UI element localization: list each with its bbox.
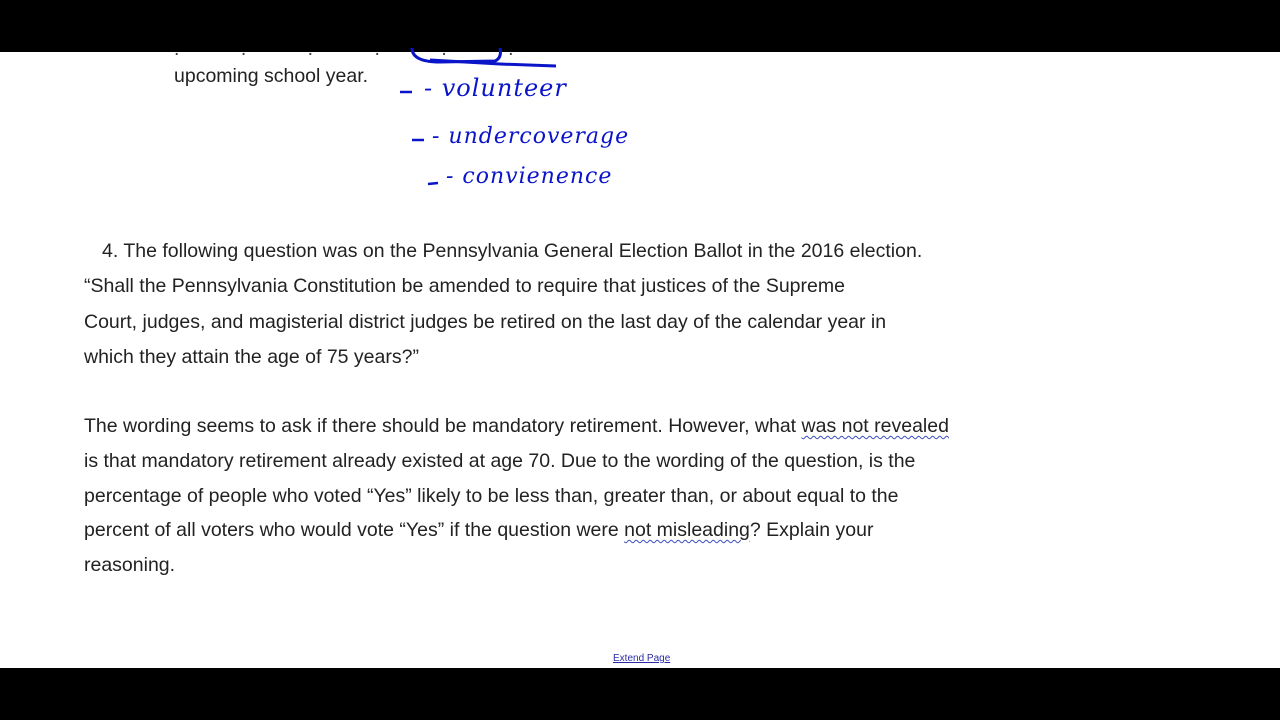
question-4-line-2: “Shall the Pennsylvania Constitution be amended to require that justices of the Supreme <box>84 275 845 297</box>
paragraph-line-4-tail: ? Explain your <box>749 519 874 541</box>
question-4-line-3: Court, judges, and magisterial district judges be retired on the last day of the calendar year in <box>84 311 887 333</box>
extend-page-link[interactable]: Extend Page <box>613 653 671 664</box>
handwritten-note-volunteer: - volunteer <box>424 74 567 102</box>
handwritten-note-undercoverage: - undercoverage <box>432 124 630 149</box>
paragraph-line-4 <box>84 518 873 542</box>
letterbox-bottom <box>0 668 1280 720</box>
spellcheck-flagged-phrase[interactable]: was not revealed <box>801 415 949 437</box>
question-4-line-4: which they attain the age of 75 years?” <box>84 346 419 368</box>
ink-annotations <box>0 52 1280 252</box>
paragraph-line-5: reasoning. <box>84 554 176 576</box>
paragraph-line-1 <box>84 414 949 438</box>
paragraph-line-3: percentage of people who voted “Yes” likely to be less than, greater than, or about equal to the <box>84 485 899 507</box>
previous-item-tail: upcoming school year. <box>174 65 369 87</box>
paragraph-line-4-text: percent of all voters who would vote “Yes” if the question were <box>84 519 625 541</box>
spellcheck-flagged-phrase[interactable]: not misleading <box>624 519 750 541</box>
question-4-line-1: 4. The following question was on the Pennsylvania General Election Ballot in the 2016 election. <box>102 240 923 262</box>
paragraph-line-2: is that mandatory retirement already existed at age 70. Due to the wording of the question, is the <box>84 450 916 472</box>
document-page[interactable] <box>0 38 1280 668</box>
cut-off-text: . . . . . . <box>174 38 542 60</box>
paragraph-line-1-text: The wording seems to ask if there should be mandatory retirement. However, what <box>84 415 802 437</box>
handwritten-note-convenience: - convienence <box>446 164 613 189</box>
